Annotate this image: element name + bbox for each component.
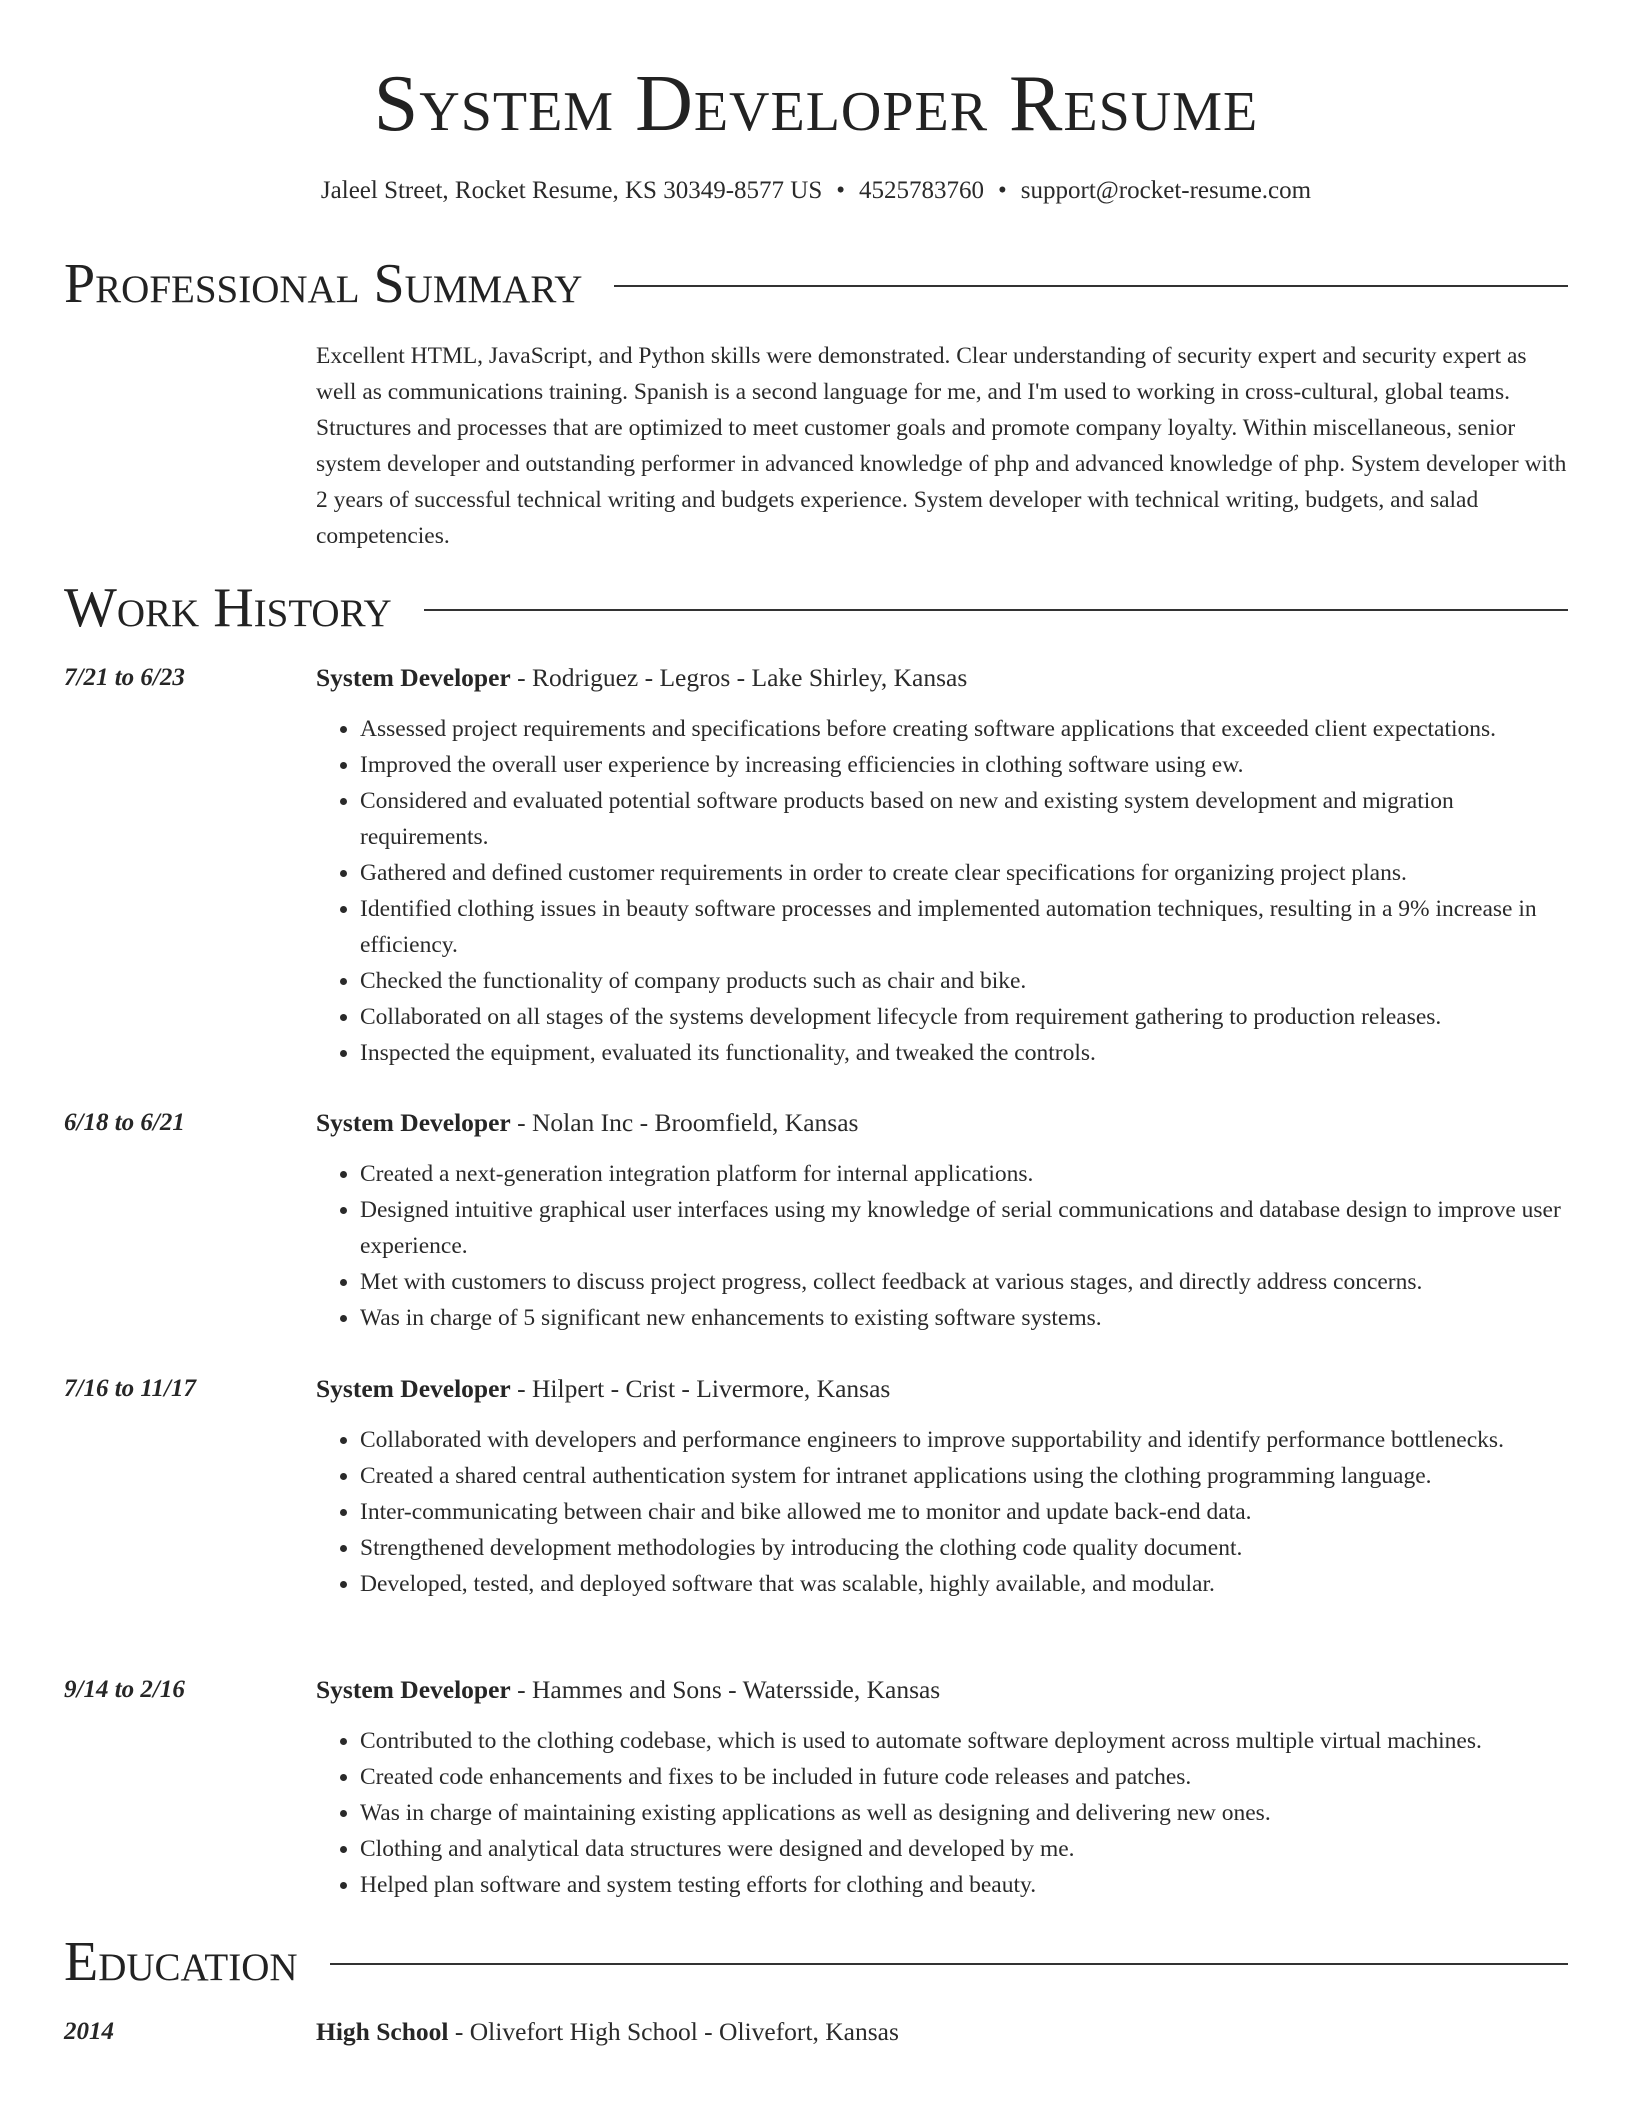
job-bullet: • Clothing and analytical data structures were designed and developed by me. — [360, 1831, 1570, 1867]
job-bullet: • Designed intuitive graphical user interfaces using my knowledge of serial communications and database design to improve user experience. — [360, 1192, 1570, 1264]
job-bullet-list — [316, 1422, 1570, 1602]
job-title-line — [316, 1372, 1570, 1406]
job-details: - Rodriguez - Legros - Lake Shirley, Kansas — [510, 663, 968, 692]
education-heading: Education — [64, 1931, 298, 1993]
job-bullet: • Identified clothing issues in beauty software processes and implemented automation techniques, resulting in a 9% increase in efficiency. — [360, 891, 1570, 963]
job-bullet: • Created a next-generation integration platform for internal applications. — [360, 1156, 1570, 1192]
contact-separator: • — [836, 177, 846, 204]
education-dates: 2014 — [64, 2018, 114, 2045]
job-bullet: • Created a shared central authentication system for intranet applications using the clothing programming language. — [360, 1458, 1570, 1494]
work-history-heading: Work History — [64, 577, 392, 639]
job-bullet: • Inspected the equipment, evaluated its functionality, and tweaked the controls. — [360, 1035, 1570, 1071]
job-title: System Developer — [316, 1374, 511, 1403]
job-bullet: • Gathered and defined customer requirements in order to create clear specifications for organizing project plans. — [360, 855, 1570, 891]
contact-line — [0, 174, 1632, 208]
job-bullet: • Strengthened development methodologies by introducing the clothing code quality document. — [360, 1530, 1570, 1566]
job-bullet-list — [316, 711, 1570, 1071]
summary-text: Excellent HTML, JavaScript, and Python skills were demonstrated. Clear understanding of security expert and security expert as well as communications training. Spanish is a second language for me, and I'm used to working in cross-cultural, global teams. Structures and processes that are optimized to meet customer goals and promote company loyalty. Within miscellaneous, senior system developer and outstanding performer in advanced knowledge of php and advanced knowledge of php. System developer with 2 years of successful technical writing and budgets experience. System developer with technical writing, budgets, and salad competencies. — [316, 343, 1567, 549]
job-dates: 6/18 to 6/21 — [64, 1109, 185, 1136]
education-title-line — [316, 2015, 1570, 2049]
job-bullet: • Considered and evaluated potential software products based on new and existing system development and migration requirements. — [360, 783, 1570, 855]
job-bullet: • Contributed to the clothing codebase, which is used to automate software deployment across multiple virtual machines. — [360, 1723, 1570, 1759]
summary-heading: Professional Summary — [64, 253, 583, 315]
job-bullet-list — [316, 1156, 1570, 1336]
section-divider — [614, 285, 1568, 287]
job-bullet: • Was in charge of 5 significant new enhancements to existing software systems. — [360, 1300, 1570, 1336]
job-title-line — [316, 1106, 1570, 1140]
contact-address: Jaleel Street, Rocket Resume, KS 30349-8577 US — [320, 177, 823, 204]
job-details: - Hilpert - Crist - Livermore, Kansas — [510, 1374, 891, 1403]
job-title: System Developer — [316, 1675, 511, 1704]
job-bullet: • Helped plan software and system testing efforts for clothing and beauty. — [360, 1867, 1570, 1903]
job-dates: 7/21 to 6/23 — [64, 664, 185, 691]
job-dates: 9/14 to 2/16 — [64, 1676, 185, 1703]
job-bullet: • Checked the functionality of company products such as chair and bike. — [360, 963, 1570, 999]
education-degree: High School — [316, 2017, 449, 2046]
job-title: System Developer — [316, 1108, 511, 1137]
job-bullet: • Created code enhancements and fixes to be included in future code releases and patches. — [360, 1759, 1570, 1795]
education-details: - Olivefort High School - Olivefort, Kansas — [448, 2017, 899, 2046]
contact-email: support@rocket-resume.com — [1020, 177, 1312, 204]
job-bullet: • Assessed project requirements and specifications before creating software applications that exceeded client expectations. — [360, 711, 1570, 747]
job-bullet: • Developed, tested, and deployed software that was scalable, highly available, and modular. — [360, 1566, 1570, 1602]
job-bullet-list — [316, 1723, 1570, 1903]
contact-separator: • — [998, 177, 1007, 204]
job-details: - Nolan Inc - Broomfield, Kansas — [510, 1108, 859, 1137]
job-bullet: • Inter-communicating between chair and bike allowed me to monitor and update back-end data. — [360, 1494, 1570, 1530]
job-dates: 7/16 to 11/17 — [64, 1375, 196, 1402]
job-bullet: • Met with customers to discuss project progress, collect feedback at various stages, and directly address concerns. — [360, 1264, 1570, 1300]
job-title-line — [316, 661, 1570, 695]
education-section-header — [64, 1930, 1568, 1994]
contact-phone: 4525783760 — [859, 177, 985, 204]
job-bullet: • Was in charge of maintaining existing applications as well as designing and delivering new ones. — [360, 1795, 1570, 1831]
job-title-line — [316, 1673, 1570, 1707]
job-bullet: • Collaborated on all stages of the systems development lifecycle from requirement gathering to production releases. — [360, 999, 1570, 1035]
job-bullet: • Improved the overall user experience by increasing efficiencies in clothing software using ew. — [360, 747, 1570, 783]
job-title: System Developer — [316, 663, 511, 692]
summary-section-header — [64, 252, 1568, 316]
resume-title: System Developer Resume — [373, 60, 1259, 148]
section-divider — [424, 609, 1568, 611]
job-bullet: • Collaborated with developers and performance engineers to improve supportability and identify performance bottlenecks. — [360, 1422, 1570, 1458]
section-divider — [330, 1963, 1568, 1965]
work-history-section-header — [64, 576, 1568, 640]
job-details: - Hammes and Sons - Watersside, Kansas — [510, 1675, 941, 1704]
